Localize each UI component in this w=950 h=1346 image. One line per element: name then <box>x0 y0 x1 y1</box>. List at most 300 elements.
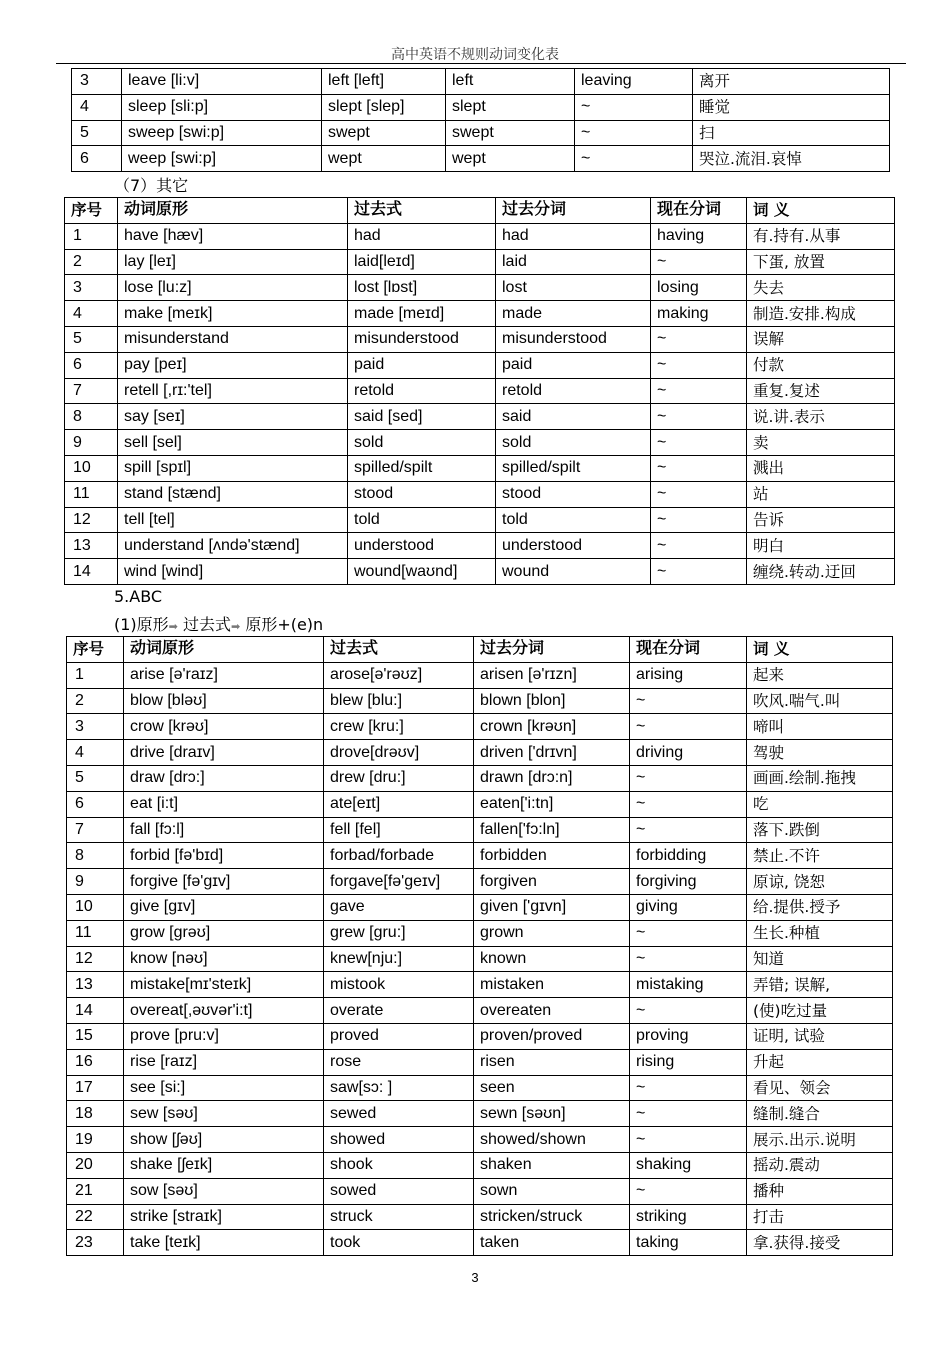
cell-past-tense: sowed <box>324 1178 474 1204</box>
cell-past-tense: slept [slep] <box>322 94 446 120</box>
cell-index: 4 <box>67 740 124 766</box>
cell-past-tense: stood <box>348 481 496 507</box>
cell-present-participle: rising <box>630 1049 747 1075</box>
cell-index: 6 <box>72 146 122 172</box>
cell-past-tense: spilled/spilt <box>348 455 496 481</box>
cell-past-participle: forgiven <box>474 869 630 895</box>
cell-meaning: 站 <box>747 481 895 507</box>
table-row <box>67 817 893 843</box>
table-row <box>65 352 895 378</box>
cell-index: 4 <box>72 94 122 120</box>
cell-index: 22 <box>67 1204 124 1230</box>
cell-base-form: eat [i:t] <box>124 791 324 817</box>
cell-present-participle: ~ <box>630 1101 747 1127</box>
cell-past-participle: eaten['i:tn] <box>474 791 630 817</box>
cell-base-form: shake [ʃeɪk] <box>124 1152 324 1178</box>
page-number: 3 <box>471 1270 479 1285</box>
cell-present-participle: ~ <box>651 559 747 585</box>
cell-present-participle: taking <box>630 1230 747 1256</box>
subtitle-participle-form: 原形+(e)n <box>245 615 324 634</box>
cell-present-participle: making <box>651 301 747 327</box>
cell-index: 10 <box>67 894 124 920</box>
cell-past-tense: laid[leɪd] <box>348 249 496 275</box>
cell-base-form: spill [spɪl] <box>118 455 348 481</box>
cell-present-participle: driving <box>630 740 747 766</box>
cell-index: 5 <box>72 120 122 146</box>
cell-meaning: 下蛋, 放置 <box>747 249 895 275</box>
table-row <box>67 1178 893 1204</box>
cell-past-tense: lost [lɒst] <box>348 275 496 301</box>
cell-past-participle: stricken/struck <box>474 1204 630 1230</box>
cell-past-tense: showed <box>324 1127 474 1153</box>
cell-past-tense: shook <box>324 1152 474 1178</box>
cell-past-participle: retold <box>496 378 651 404</box>
cell-meaning: 缠绕.转动.迂回 <box>747 559 895 585</box>
cell-past-participle: known <box>474 946 630 972</box>
cell-past-participle: drawn [drɔ:n] <box>474 765 630 791</box>
cell-meaning: (使)吃过量 <box>747 998 893 1024</box>
cell-past-participle: stood <box>496 481 651 507</box>
cell-past-tense: saw[sɔ: ] <box>324 1075 474 1101</box>
table-row <box>67 1204 893 1230</box>
cell-past-participle: left <box>446 69 575 95</box>
cell-meaning: 吹风.喘气.叫 <box>747 688 893 714</box>
table-row <box>67 946 893 972</box>
cell-meaning: 落下.跌倒 <box>747 817 893 843</box>
cell-present-participle: ~ <box>630 1127 747 1153</box>
table-row <box>67 1152 893 1178</box>
cell-base-form: drive [draɪv] <box>124 740 324 766</box>
cell-present-participle: ~ <box>651 404 747 430</box>
cell-base-form: rise [raɪz] <box>124 1049 324 1075</box>
cell-meaning: 睡觉 <box>693 94 890 120</box>
table-row <box>67 998 893 1024</box>
cell-meaning: 原谅, 饶恕 <box>747 869 893 895</box>
cell-base-form: strike [straɪk] <box>124 1204 324 1230</box>
cell-index: 20 <box>67 1152 124 1178</box>
cell-base-form: draw [drɔ:] <box>124 765 324 791</box>
cell-meaning: 拿.获得.接受 <box>747 1230 893 1256</box>
cell-present-participle: ~ <box>630 714 747 740</box>
cell-index: 16 <box>67 1049 124 1075</box>
cell-past-tense: knew[nju:] <box>324 946 474 972</box>
cell-meaning: 吃 <box>747 791 893 817</box>
cell-meaning: 禁止.不许 <box>747 843 893 869</box>
cell-index: 6 <box>67 791 124 817</box>
cell-index: 12 <box>65 507 118 533</box>
cell-meaning: 证明, 试验 <box>747 1023 893 1049</box>
table-row <box>65 455 895 481</box>
cell-index: 13 <box>67 972 124 998</box>
cell-base-form: say [seɪ] <box>118 404 348 430</box>
cell-index: 14 <box>65 559 118 585</box>
cell-past-tense: arose[ə'rəʊz] <box>324 662 474 688</box>
table-row <box>72 146 890 172</box>
cell-base-form: sleep [sli:p] <box>122 94 322 120</box>
subtitle-past-form: 过去式 <box>182 615 231 634</box>
arrow-right-icon: ➡ <box>231 620 241 633</box>
table-row <box>67 1075 893 1101</box>
cell-past-participle: proven/proved <box>474 1023 630 1049</box>
cell-present-participle: losing <box>651 275 747 301</box>
cell-base-form: grow [grəʊ] <box>124 920 324 946</box>
verb-table-top <box>71 68 890 172</box>
cell-base-form: prove [pru:v] <box>124 1023 324 1049</box>
cell-past-participle: wound <box>496 559 651 585</box>
cell-past-participle: laid <box>496 249 651 275</box>
cell-meaning: 有.持有.从事 <box>747 223 895 249</box>
cell-past-participle: blown [blon] <box>474 688 630 714</box>
cell-meaning: 误解 <box>747 326 895 352</box>
cell-base-form: lay [leɪ] <box>118 249 348 275</box>
table-row <box>72 94 890 120</box>
cell-meaning: 展示.出示.说明 <box>747 1127 893 1153</box>
cell-index: 2 <box>65 249 118 275</box>
column-header-present-participle: 现在分词 <box>630 637 747 663</box>
cell-present-participle: ~ <box>575 120 693 146</box>
cell-index: 1 <box>67 662 124 688</box>
table-row <box>67 1023 893 1049</box>
cell-past-tense: retold <box>348 378 496 404</box>
cell-index: 17 <box>67 1075 124 1101</box>
cell-base-form: mistake[mɪ'steɪk] <box>124 972 324 998</box>
table-row <box>65 326 895 352</box>
cell-past-tense: overate <box>324 998 474 1024</box>
cell-past-tense: sewed <box>324 1101 474 1127</box>
cell-past-tense: mistook <box>324 972 474 998</box>
cell-past-tense: said [sed] <box>348 404 496 430</box>
column-header-meaning: 词 义 <box>747 198 895 224</box>
cell-past-tense: understood <box>348 533 496 559</box>
cell-past-tense: ate[eɪt] <box>324 791 474 817</box>
cell-base-form: arise [ə'raɪz] <box>124 662 324 688</box>
table-row <box>67 662 893 688</box>
cell-index: 6 <box>65 352 118 378</box>
cell-present-participle: ~ <box>630 688 747 714</box>
cell-meaning: 生长.种植 <box>747 920 893 946</box>
cell-meaning: 播种 <box>747 1178 893 1204</box>
cell-index: 3 <box>65 275 118 301</box>
cell-past-tense: rose <box>324 1049 474 1075</box>
cell-present-participle: ~ <box>651 481 747 507</box>
cell-meaning: 给.提供.授予 <box>747 894 893 920</box>
column-header-index: 序号 <box>67 637 124 663</box>
cell-past-participle: slept <box>446 94 575 120</box>
cell-past-tense: swept <box>322 120 446 146</box>
cell-past-tense: blew [blu:] <box>324 688 474 714</box>
cell-index: 5 <box>67 765 124 791</box>
cell-base-form: blow [bləʊ] <box>124 688 324 714</box>
cell-base-form: forbid [fə'bɪd] <box>124 843 324 869</box>
table-row <box>72 120 890 146</box>
table-row <box>65 404 895 430</box>
table-header-row <box>65 198 895 224</box>
cell-present-participle: ~ <box>575 94 693 120</box>
cell-past-participle: had <box>496 223 651 249</box>
cell-past-participle: showed/shown <box>474 1127 630 1153</box>
column-header-base-form: 动词原形 <box>118 198 348 224</box>
cell-index: 1 <box>65 223 118 249</box>
cell-base-form: have [hæv] <box>118 223 348 249</box>
cell-past-tense: sold <box>348 430 496 456</box>
cell-base-form: leave [li:v] <box>122 69 322 95</box>
cell-base-form: sow [səʊ] <box>124 1178 324 1204</box>
cell-past-participle: arisen [ə'rɪzn] <box>474 662 630 688</box>
cell-index: 13 <box>65 533 118 559</box>
table-row <box>67 920 893 946</box>
column-header-meaning: 词 义 <box>747 637 893 663</box>
cell-meaning: 制造.安排.构成 <box>747 301 895 327</box>
verb-table-abc <box>66 636 893 1256</box>
cell-meaning: 明白 <box>747 533 895 559</box>
column-header-past-tense: 过去式 <box>324 637 474 663</box>
cell-past-tense: misunderstood <box>348 326 496 352</box>
table-row <box>67 843 893 869</box>
cell-present-participle: having <box>651 223 747 249</box>
column-header-present-participle: 现在分词 <box>651 198 747 224</box>
cell-base-form: crow [krəʊ] <box>124 714 324 740</box>
cell-base-form: see [si:] <box>124 1075 324 1101</box>
table-row <box>65 301 895 327</box>
cell-meaning: 付款 <box>747 352 895 378</box>
table-row <box>65 378 895 404</box>
cell-present-participle: striking <box>630 1204 747 1230</box>
cell-index: 7 <box>65 378 118 404</box>
table-row <box>67 869 893 895</box>
cell-present-participle: arising <box>630 662 747 688</box>
cell-index: 19 <box>67 1127 124 1153</box>
cell-base-form: wind [wind] <box>118 559 348 585</box>
cell-base-form: lose [lu:z] <box>118 275 348 301</box>
cell-past-participle: said <box>496 404 651 430</box>
cell-index: 4 <box>65 301 118 327</box>
cell-present-participle: proving <box>630 1023 747 1049</box>
cell-base-form: forgive [fə'gɪv] <box>124 869 324 895</box>
column-header-past-participle: 过去分词 <box>474 637 630 663</box>
cell-meaning: 离开 <box>693 69 890 95</box>
cell-index: 5 <box>65 326 118 352</box>
cell-meaning: 起来 <box>747 662 893 688</box>
cell-base-form: stand [stænd] <box>118 481 348 507</box>
cell-base-form: know [nəʊ] <box>124 946 324 972</box>
cell-past-tense: paid <box>348 352 496 378</box>
table-row <box>67 688 893 714</box>
table-row <box>67 791 893 817</box>
cell-base-form: weep [swi:p] <box>122 146 322 172</box>
cell-past-tense: forgave[fə'geɪv] <box>324 869 474 895</box>
cell-past-participle: sewn [səʊn] <box>474 1101 630 1127</box>
cell-meaning: 驾驶 <box>747 740 893 766</box>
cell-index: 11 <box>67 920 124 946</box>
cell-past-tense: wept <box>322 146 446 172</box>
cell-meaning: 失去 <box>747 275 895 301</box>
cell-present-participle: shaking <box>630 1152 747 1178</box>
cell-past-participle: sown <box>474 1178 630 1204</box>
cell-base-form: retell [,rɪ:'tel] <box>118 378 348 404</box>
cell-past-tense: struck <box>324 1204 474 1230</box>
table-row <box>72 69 890 95</box>
cell-base-form: misunderstand <box>118 326 348 352</box>
cell-past-tense: took <box>324 1230 474 1256</box>
cell-base-form: fall [fɔ:l] <box>124 817 324 843</box>
table-row <box>65 559 895 585</box>
cell-meaning: 升起 <box>747 1049 893 1075</box>
cell-meaning: 扫 <box>693 120 890 146</box>
cell-past-participle: spilled/spilt <box>496 455 651 481</box>
cell-meaning: 哭泣.流泪.哀悼 <box>693 146 890 172</box>
cell-meaning: 说.讲.表示 <box>747 404 895 430</box>
cell-base-form: make [meɪk] <box>118 301 348 327</box>
cell-index: 3 <box>67 714 124 740</box>
table-row <box>65 249 895 275</box>
cell-present-participle: ~ <box>575 146 693 172</box>
cell-index: 3 <box>72 69 122 95</box>
cell-index: 7 <box>67 817 124 843</box>
verb-table-other <box>64 197 895 585</box>
table-row <box>67 1127 893 1153</box>
cell-index: 9 <box>67 869 124 895</box>
table-row <box>65 481 895 507</box>
cell-past-participle: fallen['fɔ:ln] <box>474 817 630 843</box>
table-header-row <box>67 637 893 663</box>
cell-index: 8 <box>67 843 124 869</box>
cell-base-form: give [gɪv] <box>124 894 324 920</box>
table-row <box>65 430 895 456</box>
cell-past-participle: told <box>496 507 651 533</box>
cell-past-participle: driven ['drɪvn] <box>474 740 630 766</box>
cell-meaning: 重复.复述 <box>747 378 895 404</box>
column-header-past-tense: 过去式 <box>348 198 496 224</box>
cell-meaning: 溅出 <box>747 455 895 481</box>
cell-present-participle: ~ <box>630 765 747 791</box>
cell-index: 15 <box>67 1023 124 1049</box>
cell-past-participle: misunderstood <box>496 326 651 352</box>
header-rule <box>56 63 906 64</box>
cell-past-tense: drove[drəʊv] <box>324 740 474 766</box>
cell-past-participle: lost <box>496 275 651 301</box>
cell-index: 23 <box>67 1230 124 1256</box>
cell-past-participle: forbidden <box>474 843 630 869</box>
cell-present-participle: ~ <box>651 430 747 456</box>
cell-past-tense: wound[waʊnd] <box>348 559 496 585</box>
cell-past-tense: drew [dru:] <box>324 765 474 791</box>
cell-base-form: pay [peɪ] <box>118 352 348 378</box>
cell-present-participle: ~ <box>651 507 747 533</box>
cell-present-participle: mistaking <box>630 972 747 998</box>
cell-past-tense: gave <box>324 894 474 920</box>
table-row <box>67 1230 893 1256</box>
table-row <box>67 1101 893 1127</box>
column-header-index: 序号 <box>65 198 118 224</box>
cell-index: 9 <box>65 430 118 456</box>
cell-present-participle: ~ <box>651 249 747 275</box>
cell-meaning: 看见、领会 <box>747 1075 893 1101</box>
page-header-title: 高中英语不规则动词变化表 <box>391 47 559 63</box>
cell-past-participle: overeaten <box>474 998 630 1024</box>
cell-base-form: sweep [swi:p] <box>122 120 322 146</box>
cell-meaning: 画画.绘制.拖拽 <box>747 765 893 791</box>
cell-meaning: 打击 <box>747 1204 893 1230</box>
cell-past-participle: made <box>496 301 651 327</box>
cell-past-tense: told <box>348 507 496 533</box>
cell-meaning: 摇动.震动 <box>747 1152 893 1178</box>
section-7-label: （7）其它 <box>114 176 189 195</box>
cell-base-form: sell [sel] <box>118 430 348 456</box>
cell-past-tense: fell [fel] <box>324 817 474 843</box>
table-row <box>67 740 893 766</box>
cell-past-tense: had <box>348 223 496 249</box>
section-5-subtitle <box>114 612 323 635</box>
cell-present-participle: ~ <box>630 920 747 946</box>
table-row <box>67 714 893 740</box>
cell-index: 18 <box>67 1101 124 1127</box>
cell-past-participle: swept <box>446 120 575 146</box>
arrow-right-icon: ➡ <box>168 620 178 633</box>
cell-present-participle: leaving <box>575 69 693 95</box>
cell-past-participle: shaken <box>474 1152 630 1178</box>
cell-meaning: 弄错; 误解, <box>747 972 893 998</box>
cell-past-participle: taken <box>474 1230 630 1256</box>
cell-present-participle: forgiving <box>630 869 747 895</box>
cell-index: 11 <box>65 481 118 507</box>
column-header-past-participle: 过去分词 <box>496 198 651 224</box>
cell-meaning: 缝制.缝合 <box>747 1101 893 1127</box>
cell-base-form: show [ʃəʊ] <box>124 1127 324 1153</box>
table-row <box>67 894 893 920</box>
cell-past-tense: crew [kru:] <box>324 714 474 740</box>
cell-index: 21 <box>67 1178 124 1204</box>
cell-present-participle: forbidding <box>630 843 747 869</box>
cell-present-participle: ~ <box>630 998 747 1024</box>
cell-past-participle: sold <box>496 430 651 456</box>
cell-present-participle: ~ <box>651 533 747 559</box>
cell-base-form: understand [ʌndə'stænd] <box>118 533 348 559</box>
cell-past-tense: forbad/forbade <box>324 843 474 869</box>
section-5-title: 5.ABC <box>114 587 163 606</box>
cell-present-participle: ~ <box>651 352 747 378</box>
cell-meaning: 啼叫 <box>747 714 893 740</box>
cell-meaning: 告诉 <box>747 507 895 533</box>
cell-present-participle: ~ <box>651 326 747 352</box>
cell-past-participle: understood <box>496 533 651 559</box>
cell-present-participle: ~ <box>630 817 747 843</box>
cell-index: 2 <box>67 688 124 714</box>
cell-present-participle: ~ <box>651 378 747 404</box>
cell-index: 14 <box>67 998 124 1024</box>
cell-past-participle: wept <box>446 146 575 172</box>
cell-past-participle: mistaken <box>474 972 630 998</box>
cell-index: 10 <box>65 455 118 481</box>
cell-past-tense: grew [gru:] <box>324 920 474 946</box>
cell-index: 12 <box>67 946 124 972</box>
cell-present-participle: ~ <box>630 946 747 972</box>
table-row <box>67 1049 893 1075</box>
cell-present-participle: ~ <box>630 1075 747 1101</box>
column-header-base-form: 动词原形 <box>124 637 324 663</box>
cell-base-form: overeat[,əʊvər'i:t] <box>124 998 324 1024</box>
cell-past-participle: paid <box>496 352 651 378</box>
table-row <box>65 507 895 533</box>
cell-base-form: sew [səʊ] <box>124 1101 324 1127</box>
cell-present-participle: ~ <box>651 455 747 481</box>
cell-base-form: take [teɪk] <box>124 1230 324 1256</box>
cell-past-participle: grown <box>474 920 630 946</box>
cell-past-tense: left [left] <box>322 69 446 95</box>
table-row <box>65 223 895 249</box>
cell-past-participle: crown [krəʊn] <box>474 714 630 740</box>
subtitle-base-form: (1)原形 <box>114 615 169 634</box>
table-row <box>65 275 895 301</box>
